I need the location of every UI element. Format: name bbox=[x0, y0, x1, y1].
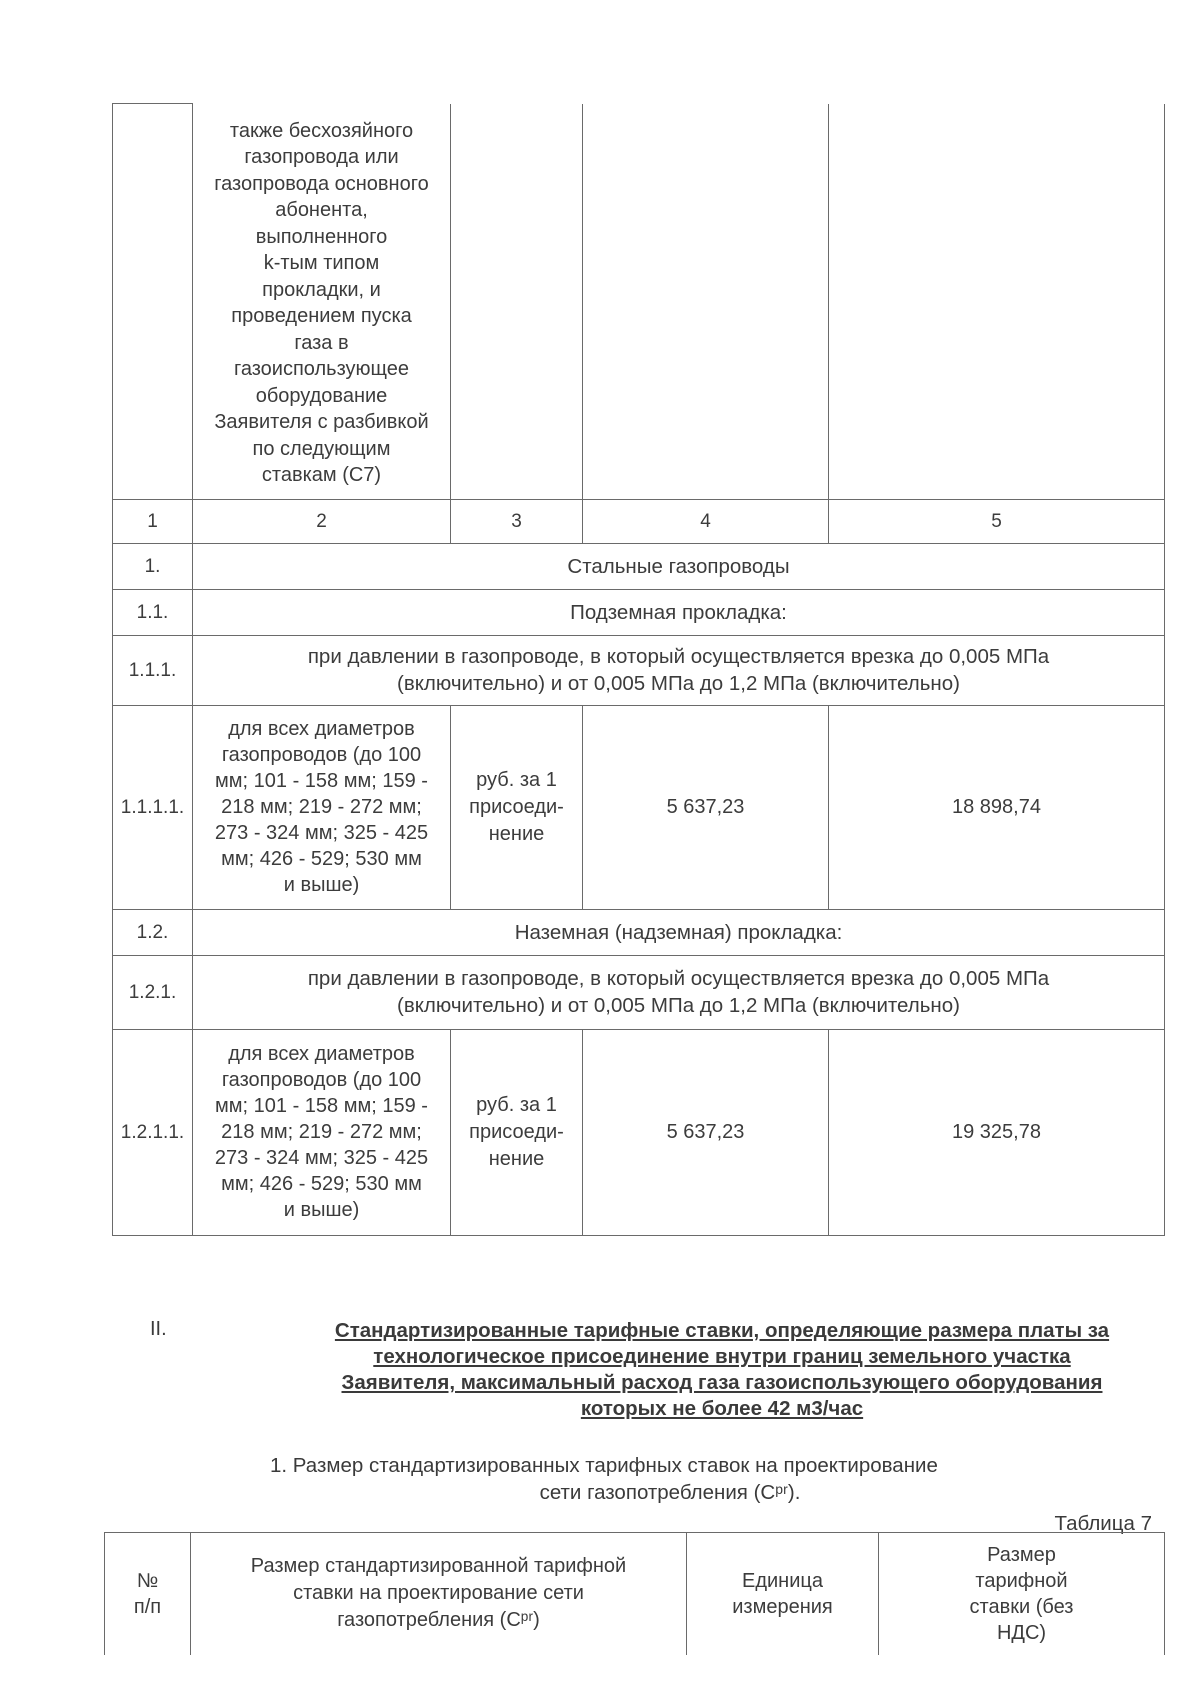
section-title: Стандартизированные тарифные ставки, определяющие размера платы за технологическое присоединение внутри границ земельного участка Заявителя, максимальный расход газа газоиспользующего оборудования которых не более 42 м3/час bbox=[334, 1319, 1110, 1420]
column-number: 5 bbox=[829, 499, 1165, 543]
row-heading: при давлении в газопроводе, в который осуществляется врезка до 0,005 МПа (включительно) и от 0,005 МПа до 1,2 МПа (включительно) bbox=[193, 955, 1165, 1029]
header-size: Размер стандартизированной тарифной ставки на проектирование сети газопотребления (Сᵖʳ) bbox=[191, 1533, 687, 1655]
cell-description: также бесхозяйного газопровода или газопровода основного абонента, выполненного k-тым типом прокладки, и проведением пуска газа в газоиспользующее оборудование Заявителя с разбивкой по следующим ставкам (C7) bbox=[193, 104, 451, 500]
row-number: 1.2. bbox=[113, 909, 193, 955]
row-number: 1.2.1.1. bbox=[113, 1029, 193, 1235]
table-row bbox=[113, 104, 1165, 500]
numbered-paragraph: 1. Размер стандартизированных тарифных ставок на проектирование сети газопотребления (Сᵖʳ). bbox=[270, 1454, 938, 1504]
table-row bbox=[113, 589, 1165, 635]
row-heading: Стальные газопроводы bbox=[193, 543, 1165, 589]
cell-value: 19 325,78 bbox=[829, 1029, 1165, 1235]
column-number: 4 bbox=[583, 499, 829, 543]
tariff-table-7 bbox=[104, 1532, 1165, 1655]
cell-unit: руб. за 1 присоеди- нение bbox=[451, 1029, 583, 1235]
table-row bbox=[113, 635, 1165, 705]
row-number: 1.1. bbox=[113, 589, 193, 635]
cell-empty bbox=[583, 104, 829, 500]
cell-unit: руб. за 1 присоеди- нение bbox=[451, 705, 583, 909]
table-row bbox=[113, 543, 1165, 589]
row-number: 1.1.1.1. bbox=[113, 705, 193, 909]
row-heading: Подземная прокладка: bbox=[193, 589, 1165, 635]
column-number: 3 bbox=[451, 499, 583, 543]
table-row bbox=[113, 705, 1165, 909]
table-row bbox=[113, 909, 1165, 955]
column-number: 1 bbox=[113, 499, 193, 543]
table-row bbox=[113, 1029, 1165, 1235]
tariff-table-continuation bbox=[112, 103, 1165, 1236]
cell-value: 5 637,23 bbox=[583, 1029, 829, 1235]
header-rate: Размер тарифной ставки (без НДС) bbox=[879, 1533, 1165, 1655]
header-unit: Единица измерения bbox=[687, 1533, 879, 1655]
row-number: 1.1.1. bbox=[113, 635, 193, 705]
table-caption: Таблица 7 bbox=[1054, 1512, 1152, 1535]
cell-empty bbox=[451, 104, 583, 500]
column-number: 2 bbox=[193, 499, 451, 543]
header-number: № п/п bbox=[105, 1533, 191, 1655]
row-heading: при давлении в газопроводе, в который осуществляется врезка до 0,005 МПа (включительно) и от 0,005 МПа до 1,2 МПа (включительно) bbox=[193, 635, 1165, 705]
row-number: 1. bbox=[113, 543, 193, 589]
cell-description: для всех диаметров газопроводов (до 100 мм; 101 - 158 мм; 159 - 218 мм; 219 - 272 мм; 273 - 324 мм; 325 - 425 мм; 426 - 529; 530 мм и выше) bbox=[193, 705, 451, 909]
table-row bbox=[113, 955, 1165, 1029]
table-header-row bbox=[105, 1533, 1165, 1655]
section-number: II. bbox=[150, 1318, 167, 1340]
column-numbers-row bbox=[113, 499, 1165, 543]
cell-value: 5 637,23 bbox=[583, 705, 829, 909]
row-number: 1.2.1. bbox=[113, 955, 193, 1029]
cell-empty bbox=[829, 104, 1165, 500]
row-heading: Наземная (надземная) прокладка: bbox=[193, 909, 1165, 955]
cell-empty bbox=[113, 104, 193, 500]
cell-description: для всех диаметров газопроводов (до 100 мм; 101 - 158 мм; 159 - 218 мм; 219 - 272 мм; 273 - 324 мм; 325 - 425 мм; 426 - 529; 530 мм и выше) bbox=[193, 1029, 451, 1235]
cell-value: 18 898,74 bbox=[829, 705, 1165, 909]
